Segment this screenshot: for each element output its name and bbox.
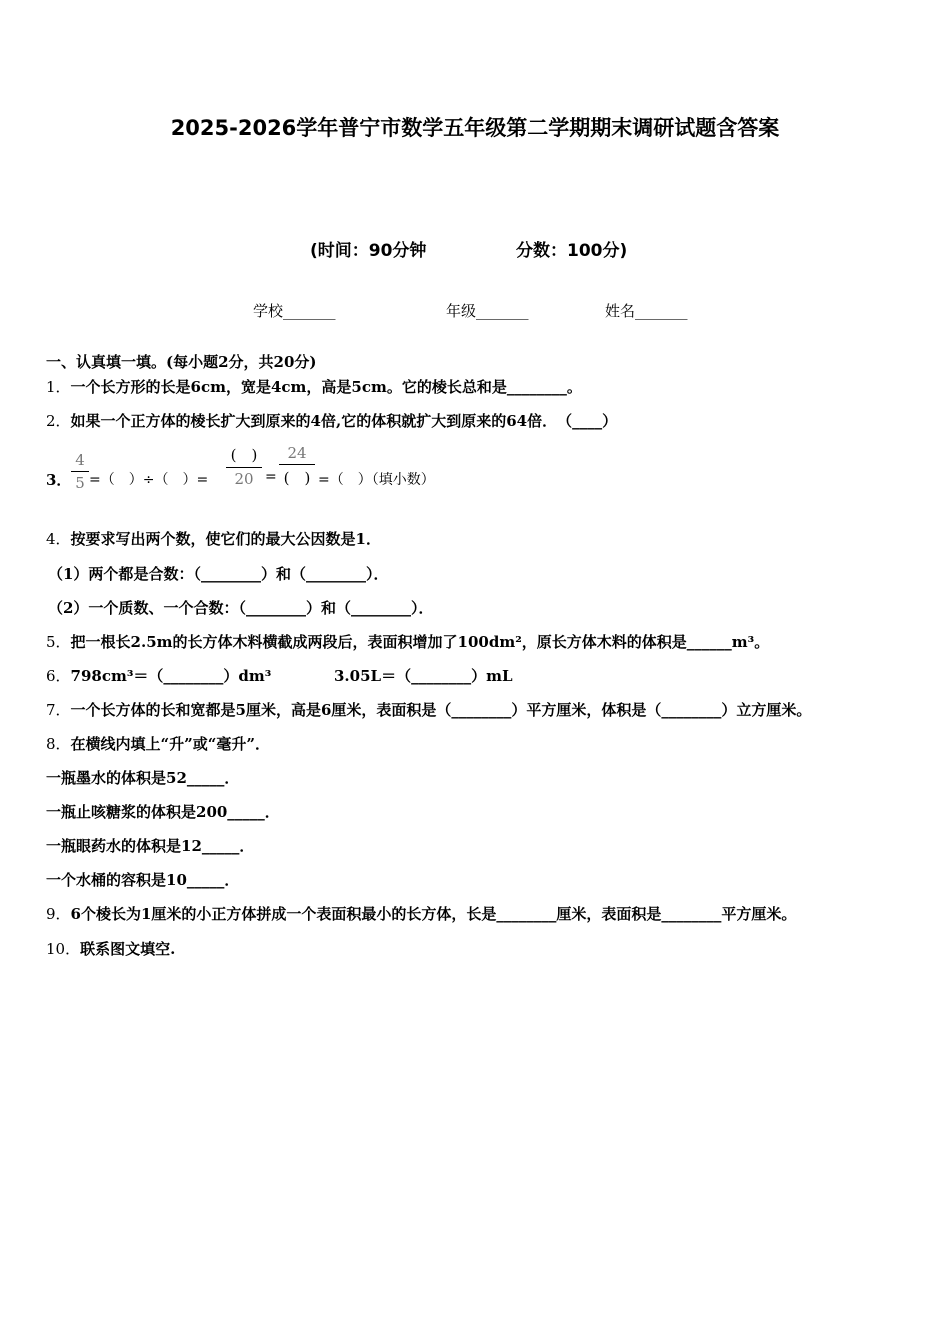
question-number: 7． — [46, 701, 71, 719]
question-2 — [46, 410, 617, 431]
question-text: 一个长方体的长和宽都是5厘米，高是6厘米，表面积是（________）平方厘米，体积是（________）立方厘米。 — [70, 701, 812, 719]
time-label: (时间：90分钟 — [310, 241, 427, 261]
question-6 — [46, 665, 271, 686]
question-4 — [46, 528, 381, 549]
score-label: 分数：100分) — [516, 241, 628, 261]
question-1 — [46, 376, 582, 397]
question-8 — [46, 733, 270, 754]
question-text: 把一根长2.5m的长方体木料横截成两段后，表面积增加了100dm²，原长方体木料的体积是______m³。 — [70, 633, 770, 651]
name-field: 姓名_______ — [605, 302, 688, 320]
question-8-line: 一瓶墨水的体积是52_____． — [46, 769, 240, 787]
question-10 — [46, 938, 175, 959]
fraction-numerator: ( ) — [230, 446, 258, 464]
fraction-bar — [279, 464, 315, 465]
grade-field: 年级_______ — [446, 302, 529, 320]
question-text: 联系图文填空. — [80, 940, 176, 958]
question-7 — [46, 699, 811, 720]
fraction-bar — [71, 471, 89, 472]
question-number: 10． — [46, 940, 81, 958]
section-heading: 一、认真填一填。(每小题2分，共20分) — [46, 353, 317, 371]
question-text: 在横线内填上“升”或“毫升”． — [70, 735, 271, 753]
question-number: 9． — [46, 905, 71, 923]
fraction-numerator: 4 — [75, 451, 85, 469]
question-number: 4． — [46, 530, 71, 548]
question-number: 2． — [46, 412, 71, 430]
question-4-part-2: （2）一个质数、一个合数：（________）和（________）． — [48, 599, 434, 617]
question-6-part-a: 798cm³＝（________）dm³ — [70, 667, 272, 685]
fraction-denominator: ( ) — [283, 469, 311, 487]
question-8-line: 一瓶止咳糖浆的体积是200_____． — [46, 803, 280, 821]
fraction-denominator: 5 — [75, 474, 85, 492]
fraction-24-blank — [279, 444, 315, 488]
fraction-blank-20 — [226, 444, 262, 488]
question-text: 6个棱长为1厘米的小正方体拼成一个表面积最小的长方体，长是________厘米，表面积是________平方厘米。 — [70, 905, 797, 923]
question-8-line: 一瓶眼药水的体积是12_____． — [46, 837, 255, 855]
equals-sign: = — [265, 469, 277, 485]
question-text: 一个长方形的长是6cm，宽是4cm，高是5cm。它的棱长总和是________。 — [70, 378, 582, 396]
question-3-number: 3． — [46, 471, 72, 489]
question-text: 按要求写出两个数，使它们的最大公因数是1． — [70, 530, 381, 548]
question-3-tail: =（ ）（填小数） — [318, 472, 435, 488]
question-number: 8． — [46, 735, 71, 753]
document-title: 2025-2026学年普宁市数学五年级第二学期期末调研试题含答案 — [170, 116, 780, 140]
question-6-part-b: 3.05L＝（________）mL — [334, 667, 513, 685]
fraction-denominator: 20 — [234, 470, 254, 488]
question-8-line: 一个水桶的容积是10_____． — [46, 871, 240, 889]
question-number: 6． — [46, 667, 71, 685]
question-5 — [46, 631, 769, 652]
question-3-middle: =（ ）÷（ ）= — [89, 472, 209, 488]
question-9 — [46, 903, 796, 924]
question-text: 如果一个正方体的棱长扩大到原来的4倍,它的体积就扩大到原来的64倍． （____） — [70, 412, 618, 430]
question-number: 1． — [46, 378, 71, 396]
question-4-part-1: （1）两个都是合数：（________）和（________）． — [48, 565, 389, 583]
fraction-numerator: 24 — [287, 444, 307, 462]
fraction-4-5 — [71, 451, 89, 492]
fraction-bar — [226, 467, 262, 468]
question-number: 5． — [46, 633, 71, 651]
school-field: 学校_______ — [253, 302, 336, 320]
